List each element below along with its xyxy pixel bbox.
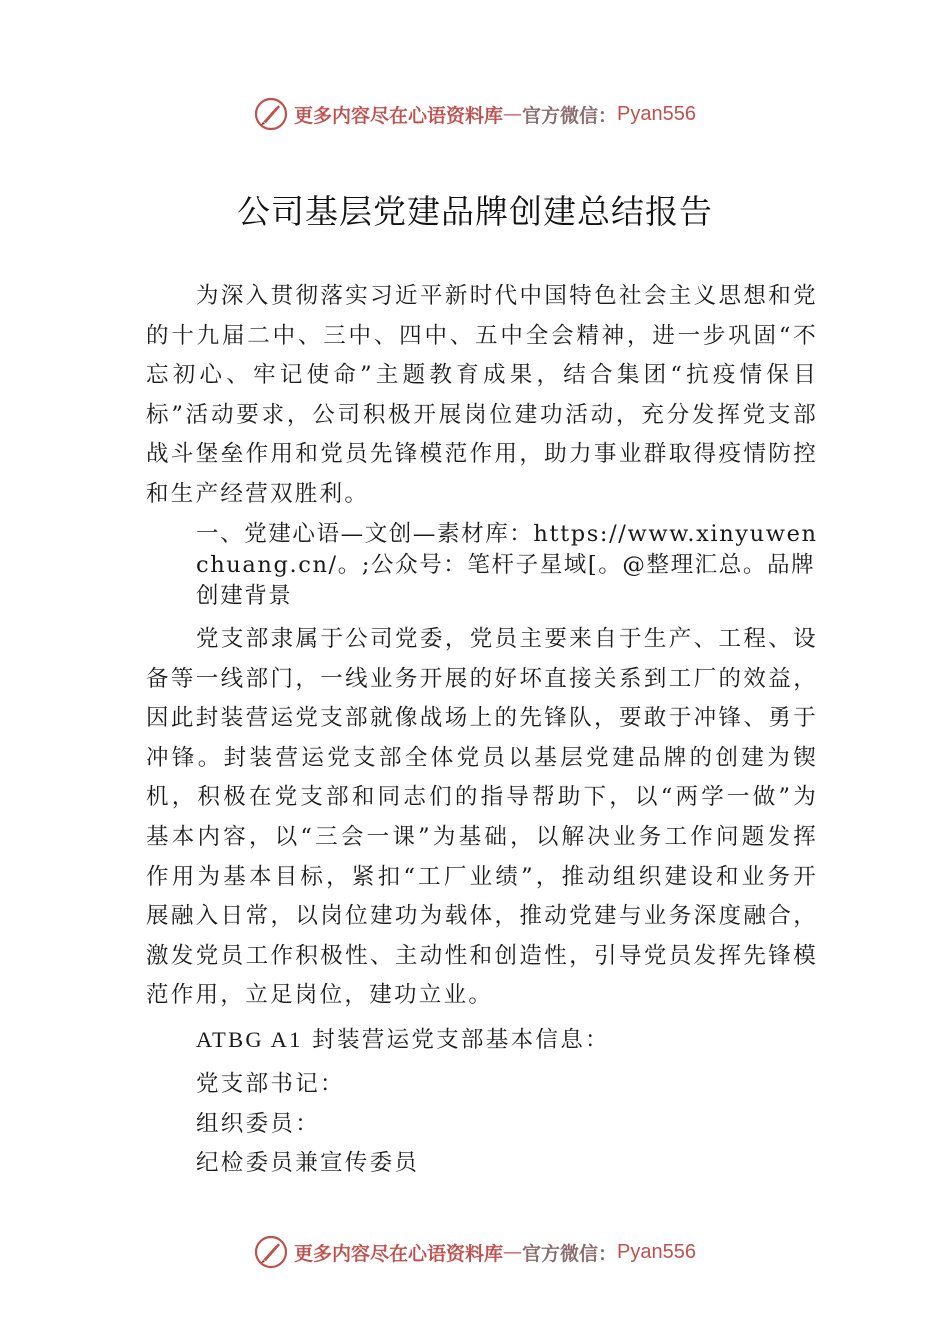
branch-info-label: 封装营运党支部基本信息：	[302, 1027, 610, 1053]
watermark-banner-top	[0, 94, 950, 134]
intro-paragraph: 为深入贯彻落实习近平新时代中国特色社会主义思想和党的十九届二中、三中、四中、五中全会精神，进一步巩固“不忘初心、牢记使命”主题教育成果，结合集团“抗疫情保目标”活动要求，公司积极开展岗位建功活动，充分发挥党支部战斗堡垒作用和党员先锋模范作用，助力事业群取得疫情防控和生产经营双胜利。	[146, 283, 818, 507]
branch-code: ATBG A1	[196, 1027, 303, 1052]
watermark-site-text: 更多内容尽在心语资料库	[294, 104, 504, 127]
quill-pen-logo-icon	[254, 1235, 288, 1269]
party-secretary-line: 党支部书记：	[196, 1071, 345, 1097]
background-paragraph: 党支部隶属于公司党委，党员主要来自于生产、工程、设备等一线部门，一线业务开展的好坏直接关系到工厂的效益，因此封装营运党支部就像战场上的先锋队，要敢于冲锋、勇于冲锋。封装营运党支部全体党员以基层党建品牌的创建为锲机，积极在党支部和同志们的指导帮助下，以“两学一做”为基本内容，以“三会一课”为基础，以解决业务工作问题发挥作用为基本目标，紧扣“工厂业绩”，推动组织建设和业务开展融入日常，以岗位建功为载体，推动党建与业务深度融合，激发党员工作积极性、主动性和创造性，引导党员发挥先锋模范作用，立足岗位，建功立业。	[146, 626, 818, 1009]
section-heading-brand-background: 一、党建心语—文创—素材库：https://www.xinyuwenchuang.cn/。;公众号：笔杆子星域[。@整理汇总。品牌创建背景	[196, 521, 818, 609]
organization-member-line: 组织委员：	[196, 1111, 321, 1137]
watermark-wechat-id: Pyan556	[617, 1240, 696, 1263]
document-title: 公司基层党建品牌创建总结报告	[237, 192, 713, 231]
watermark-wechat-label: 官方微信：	[522, 1242, 618, 1265]
discipline-publicity-member-line: 纪检委员兼宣传委员	[196, 1150, 420, 1176]
watermark-banner-bottom	[0, 1232, 950, 1272]
watermark-separator: —	[503, 1241, 523, 1263]
watermark-site-text: 更多内容尽在心语资料库	[294, 1242, 504, 1265]
watermark-wechat-id: Pyan556	[617, 102, 696, 125]
watermark-wechat-label: 官方微信：	[522, 104, 618, 127]
quill-pen-logo-icon	[254, 97, 288, 131]
branch-info-heading	[196, 1022, 610, 1054]
watermark-separator: —	[503, 103, 523, 125]
